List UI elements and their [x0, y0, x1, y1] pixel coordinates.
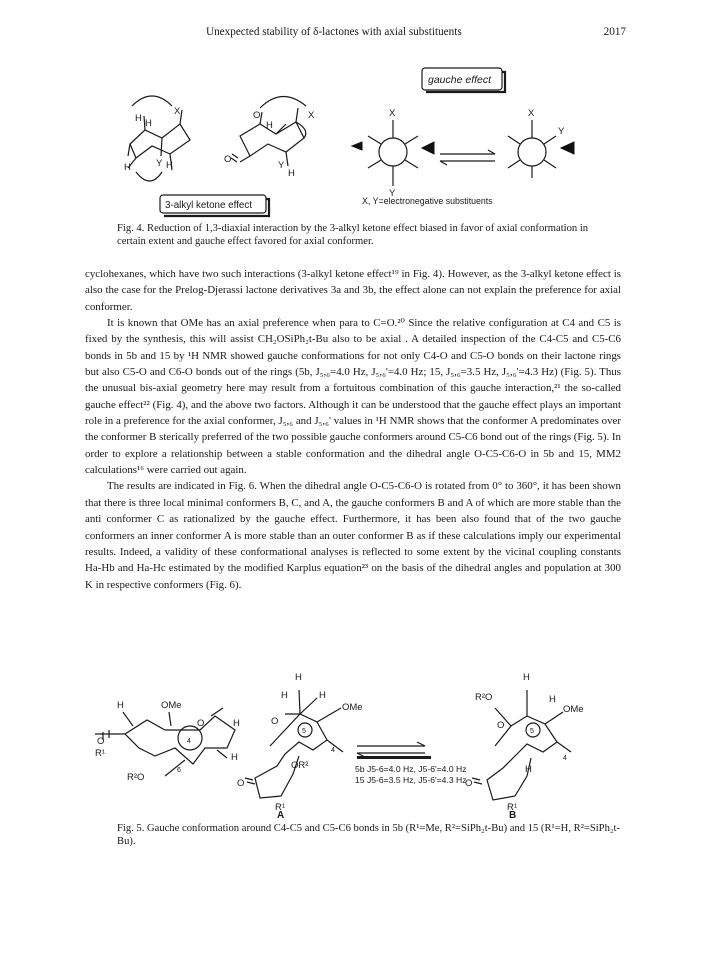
atom-label: X: [174, 106, 181, 117]
atom-label: H: [166, 160, 173, 171]
atom-number: 6: [177, 767, 181, 774]
equilibrium-arrow-forward: [440, 150, 495, 154]
equilibrium-arrow-back: [440, 161, 495, 165]
atom-number: 5: [302, 728, 306, 735]
atom-number: 4: [187, 738, 191, 745]
atom-label: H: [231, 752, 238, 763]
atom-label: H: [523, 672, 530, 683]
atom-label: Y: [156, 158, 163, 169]
equilibrium-arrow-forward: [357, 742, 425, 746]
paragraph-3: The results are indicated in Fig. 6. When the dihedral angle O-C5-C6-O is rotated from 0° to 360°, it has been shown that there is three local minimal conformers B, C, and A, the gauche conformers B and A of which are more stable than the anti conformer C as rationalized by the gauche effect. Furthermore, it has been also found that of the two gauche conformers an inner conformer A is more stable than an outer conformer B as if these calculations imply our experimental results. Indeed, a validity of these conformational analyses is reflected to some extent by the vicinal coupling constants Ha-Hb and Ha-Hc estimated by the modified Karplus equation²³ on the basis of the dihedral angles and population at 300 K in respective conformers (Fig. 6).: [85, 480, 621, 591]
atom-label: R²O: [475, 692, 493, 703]
atom-label: H: [135, 113, 142, 124]
atom-label: O: [465, 778, 473, 789]
atom-label: H: [233, 718, 240, 729]
figure-4: [100, 58, 600, 218]
atom-label: OMe: [342, 702, 363, 713]
atom-label: H: [319, 690, 326, 701]
body-text: [85, 266, 621, 593]
atom-number: 5: [530, 728, 534, 735]
atom-label: O: [497, 720, 505, 731]
atom-label: H: [124, 162, 131, 173]
atom-label: O: [237, 778, 245, 789]
atom-label: Y: [278, 160, 285, 171]
atom-label: H: [549, 694, 556, 705]
atom-label: OR²: [291, 760, 309, 771]
atom-label: OMe: [563, 704, 584, 715]
atom-label: X: [389, 108, 396, 119]
figure-5-caption: Fig. 5. Gauche conformation around C4-C5 and C5-C6 bonds in 5b (R¹=Me, R²=SiPh₂t-Bu) and 15 (R¹=H, R²=SiPh₂t-Bu).: [117, 823, 621, 847]
paragraph-1: cyclohexanes, which have two such interactions (3-alkyl ketone effect¹⁹ in Fig. 4). However, as the 3-alkyl ketone effect is also the case for the Prelog-Djerassi lactone derivatives 3a and 3b, the effect alone can not explain the preference for axial conformer.: [85, 268, 621, 313]
coupling-5b: 5b J5-6=4.0 Hz, J5-6'=4.0 Hz: [355, 764, 467, 774]
left-ring: [130, 124, 190, 158]
page-header: [80, 26, 632, 42]
atom-label: X: [528, 108, 535, 119]
newman-left: [379, 138, 407, 166]
figure-5: [95, 668, 635, 818]
atom-label: O: [253, 110, 261, 121]
atom-label: H: [117, 700, 124, 711]
atom-label: H: [266, 120, 273, 131]
atom-number: 4: [563, 755, 567, 762]
atom-label: O: [97, 736, 105, 747]
coupling-15: 15 J5-6=3.5 Hz, J5-6'=4.3 Hz: [355, 775, 467, 785]
running-title: Unexpected stability of δ-lactones with axial substituents: [206, 26, 462, 38]
page-number: 2017: [603, 26, 626, 38]
conformer-a-label: A: [277, 810, 285, 818]
atom-label: O: [197, 718, 205, 729]
atom-label: H: [145, 118, 152, 129]
conformer-a: [255, 714, 327, 798]
paragraph-2: It is known that OMe has an axial preference when para to C=O.²⁰ Since the relative configuration at C4 and C5 is fixed by the synthesis, this will assist CH₂OSiPh₂t-Bu also to be axial . A detailed inspection of the C4-C5 and C5-C6 bonds in 5b and 15 by ¹H NMR showed gauche conformations for not only C4-O and C5-O bonds on their lactone rings but also C5-O and C6-O bonds out of the rings (5b, J₅,₆=4.0 Hz, J₅,₆'=4.0 Hz; 15, J₅,₆=3.5 Hz, J₅,₆'=4.3 Hz) (Fig. 5). Thus the unusual bis-axial geometry here may result from a fortuitous combination of this gauche interaction,²¹ the so-called gauche effect²² (Fig. 4), and the above two factors. Although it can be understood that the gauche effect plays an important role in a preference for the axial conformer, J₅,₆ and J₅,₆' values in ¹H NMR shows that the conformer A predominates over the conformer B sterically preferred of the two possible gauche conformers around C5-C6 bond out of the rings (Fig. 5). In order to explore a relationship between a stable conformation and the dihedral angle O-C5-C6-O in 5b and 15, MM2 calculations¹⁶ were carried out again.: [85, 317, 621, 477]
atom-label: H: [288, 168, 295, 179]
atom-label: Y: [389, 188, 396, 199]
atom-label: Y: [558, 126, 565, 137]
conformer-b-label: B: [509, 810, 517, 818]
atom-label: H: [525, 764, 532, 775]
atom-label: H: [281, 690, 288, 701]
atom-label: O: [224, 154, 232, 165]
atom-label: O: [271, 716, 279, 727]
newman-right: [518, 138, 546, 166]
atom-label: R²O: [127, 772, 145, 783]
atom-label: R¹: [95, 748, 106, 759]
substituent-note: X, Y=electronegative substituents: [362, 196, 493, 206]
atom-label: X: [308, 110, 315, 121]
atom-label: OMe: [161, 700, 182, 711]
atom-label: H: [295, 672, 302, 683]
gauche-effect-label: gauche effect: [428, 74, 492, 86]
atom-label: R¹: [507, 802, 518, 813]
atom-label: R¹: [275, 802, 286, 813]
ketone-effect-label: 3-alkyl ketone effect: [165, 200, 252, 211]
figure-4-caption: Fig. 4. Reduction of 1,3-diaxial interaction by the 3-alkyl ketone effect biased in favor of axial conformation in certain extent and gauche effect favored for axial conformer.: [117, 223, 589, 247]
atom-number: 4: [331, 747, 335, 754]
